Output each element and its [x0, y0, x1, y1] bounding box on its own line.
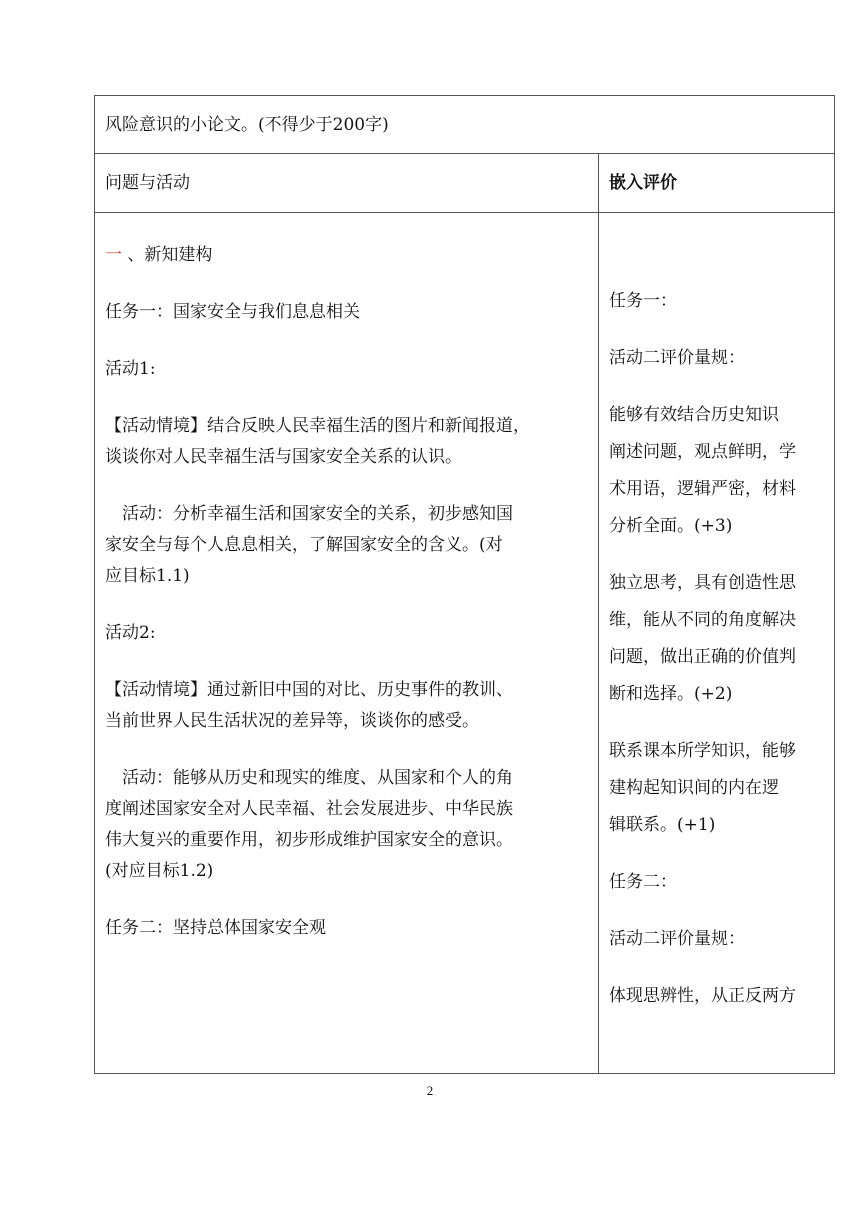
activity2-label: 活动2: — [105, 623, 156, 643]
activity2-scene-line2: 当前世界人民生活状况的差异等，谈谈你的感受。 — [105, 711, 479, 731]
activity2-scene-line1: 【活动情境】通过新旧中国的对比、历史事件的教训、 — [105, 680, 513, 700]
eval-rubric2-title: 活动二评价量规： — [609, 929, 745, 949]
activities-cell — [95, 213, 599, 1074]
activity1-desc-line1: 活动：分析幸福生活和国家安全的关系，初步感知国 — [105, 504, 513, 524]
eval-r3-line1: 联系课本所学知识，能够 — [609, 741, 796, 761]
activity1-label: 活动1: — [105, 359, 156, 379]
activity1-desc-line2: 家安全与每个人息息相关，了解国家安全的含义。(对 — [105, 535, 503, 555]
eval-r3-line3: 辑联系。(+1) — [609, 815, 716, 835]
section-marker: 一 — [105, 245, 122, 265]
section-title: 、新知建构 — [122, 245, 213, 265]
activity2-desc-line2: 度阐述国家安全对人民幸福、社会发展进步、中华民族 — [105, 799, 513, 819]
activity2-desc-line4: (对应目标1.2) — [105, 861, 214, 881]
task2-heading: 任务二：坚持总体国家安全观 — [105, 918, 326, 938]
evaluation-cell — [599, 213, 835, 1074]
eval-r2-line3: 问题，做出正确的价值判 — [609, 647, 796, 667]
activities-content — [105, 240, 592, 944]
activity2-desc-line3: 伟大复兴的重要作用，初步形成维护国家安全的意识。 — [105, 830, 513, 850]
activity1-scene-line2: 谈谈你对人民幸福生活与国家安全关系的认识。 — [105, 447, 462, 467]
lesson-table — [94, 95, 835, 1074]
eval-r1-line1: 能够有效结合历史知识 — [609, 405, 779, 425]
eval-r3-line2: 建构起知识间的内在逻 — [609, 778, 779, 798]
activity1-scene-line1: 【活动情境】结合反映人民幸福生活的图片和新闻报道， — [105, 416, 530, 436]
section-heading — [105, 240, 592, 271]
eval-rubric1-title: 活动二评价量规： — [609, 348, 745, 368]
task1-heading: 任务一：国家安全与我们息息相关 — [105, 302, 360, 322]
eval-task2: 任务二： — [609, 872, 677, 892]
header-left: 问题与活动 — [105, 173, 190, 193]
eval-task1: 任务一： — [609, 291, 677, 311]
eval-r1-line2: 阐述问题，观点鲜明，学 — [609, 442, 796, 462]
header-right: 嵌入评价 — [609, 173, 677, 193]
eval-r2-line4: 断和选择。(+2) — [609, 684, 733, 704]
top-row-cell — [95, 96, 835, 154]
top-row-text: 风险意识的小论文。(不得少于200字) — [105, 115, 389, 135]
eval-r1-line3: 术用语，逻辑严密，材料 — [609, 479, 796, 499]
header-right-cell — [599, 154, 835, 213]
eval-r1-line4: 分析全面。(+3) — [609, 516, 733, 536]
activity2-desc-line1: 活动：能够从历史和现实的维度、从国家和个人的角 — [105, 768, 513, 788]
page-number: 2 — [426, 1083, 434, 1098]
evaluation-content — [609, 283, 832, 1015]
eval-r2-line2: 维，能从不同的角度解决 — [609, 610, 796, 630]
header-left-cell — [95, 154, 599, 213]
eval-r2-line1: 独立思考，具有创造性思 — [609, 573, 796, 593]
eval-r4-line1: 体现思辨性，从正反两方 — [609, 986, 796, 1006]
activity1-desc-line3: 应目标1.1) — [105, 566, 190, 586]
